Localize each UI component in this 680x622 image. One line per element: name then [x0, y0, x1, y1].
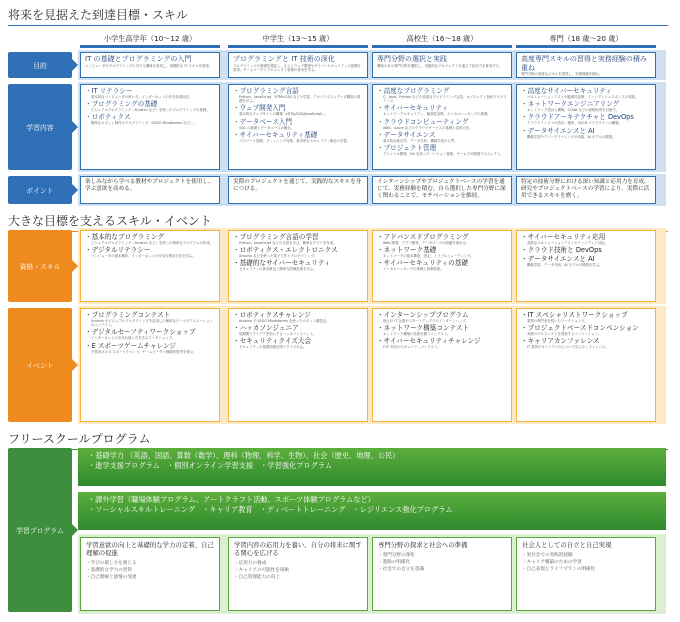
list-item: ・基礎的な学力の習得	[86, 568, 132, 573]
free-goal-cell	[228, 537, 368, 611]
item-title: ・プログラミングコンテスト	[85, 311, 171, 319]
list-item	[233, 311, 363, 323]
list-item: ・学びの楽しさを感じる	[86, 561, 137, 566]
item-title: ・ロボティクス・エレクトロニクス	[233, 246, 338, 255]
list-item	[85, 246, 215, 258]
goal-cell	[228, 52, 368, 78]
list-item	[233, 118, 363, 130]
item-title: ・プログラミング言語の学習	[233, 233, 319, 241]
item-desc: 機械学習やディープラーニングの実践、AI モデルの開発。	[527, 134, 616, 139]
row-label-learning: 学習内容	[8, 84, 72, 170]
goal-text: プログラミングと IT 技術の深化	[233, 55, 335, 63]
point-cell	[516, 176, 656, 204]
skill-cell	[516, 230, 656, 302]
free-goal-cell	[80, 537, 220, 611]
section-title-free: フリースクールプログラム	[8, 430, 151, 447]
list-item	[377, 233, 507, 245]
item-title: ・デジタルセーフティワークショップ	[85, 328, 196, 337]
point-cell	[228, 176, 368, 204]
free-goal-heading: 専門分野の探求と社会への準備	[378, 541, 468, 549]
item-title: ・インターンシッププログラム	[377, 311, 469, 319]
item-desc: Arduino などを使った電子工作とプログラミング。	[239, 254, 318, 259]
item-desc: ネットワークセキュリティ、脆弱性診断、エシカルハッキングの基礎。	[383, 112, 491, 117]
item-title: ・ネットワークエンジニアリング	[521, 100, 620, 109]
free-goal-heading: 社会人としての自立と自己実現	[522, 541, 612, 549]
list-item	[377, 118, 507, 130]
list-item	[377, 104, 507, 116]
list-item	[233, 131, 363, 143]
goal-text: 専門分野の選択と実践	[377, 55, 447, 63]
list-item	[85, 233, 215, 245]
item-desc: Arduino や LEGO Mindstorms を使ったロボット競技会。	[239, 319, 330, 323]
list-item	[521, 113, 651, 125]
list-item: ・自己管理能力の向上	[234, 575, 280, 580]
skill-cell	[228, 308, 368, 422]
row-label-events: イベント	[8, 308, 72, 422]
point-cell	[372, 176, 512, 204]
learning-cell	[228, 84, 368, 170]
item-desc: SQL の基礎とデータベースの概念。	[239, 125, 295, 130]
goal-text: IT の基礎とプログラミングの入門	[85, 55, 192, 63]
item-title: ・プログラミングの基礎	[85, 100, 158, 109]
item-desc: Python、JavaScript などの言語を学び、簡単なアプリを作成。	[239, 241, 337, 245]
goal-desc: コンピュータやプログラミングに対する興味を育成し、基礎的な IT スキルを習得。	[85, 63, 213, 68]
row-label-free: 学習プログラム	[8, 448, 72, 612]
item-title: ・サイバーセキュリティチャレンジ	[377, 337, 481, 346]
free-band-extra	[78, 492, 666, 530]
list-item	[85, 113, 215, 125]
band-line: ・課外学習（職場体験プログラム、アートクラフト活動、スポーツ体験プログラムなど）	[88, 495, 375, 504]
item-desc: 地元の IT 企業やスタートアップでのインターンシップ。	[383, 319, 469, 323]
point-text: 実際のプロジェクトを通じて、実践的なスキルを身につける。	[233, 179, 362, 192]
list-item	[377, 259, 507, 271]
learning-cell	[372, 84, 512, 170]
item-desc: Web 開発、アプリ開発、データベースの知識を深める。	[383, 241, 470, 245]
item-title: ・高度なサイバーセキュリティ	[521, 87, 612, 95]
skill-cell	[372, 308, 512, 422]
item-desc: Scratch やビジュアルプログラミングを活用した簡単なゲームやアニメーションのコンテスト。	[91, 319, 213, 328]
item-title: ・アドバンスドプログラミング	[377, 233, 469, 241]
section-title-goals: 将来を見据えた到達目標・スキル	[8, 6, 188, 23]
item-desc: ネットワークの基本構造、設定、トラブルシューティング。	[383, 254, 474, 259]
item-title: ・データベース入門	[233, 117, 293, 126]
list-item	[85, 87, 215, 99]
item-title: ・プロジェクトベースドコンベンション	[521, 324, 639, 333]
skill-cell	[228, 230, 368, 302]
item-title: ・サイバーセキュリティの基礎	[377, 259, 468, 268]
goal-cell	[372, 52, 512, 78]
learning-cell	[80, 84, 220, 170]
list-item: ・キャリア構築のための学習	[522, 560, 582, 565]
skill-cell	[516, 308, 656, 422]
column-header: 小学生高学年（10〜12 歳）	[80, 32, 220, 48]
list-item	[521, 127, 651, 139]
list-item	[521, 337, 651, 349]
free-goal-cell	[516, 537, 656, 611]
learning-cell	[516, 84, 656, 170]
item-title: ・ハッカソンジュニア	[233, 324, 299, 333]
list-item	[377, 324, 507, 336]
item-title: ・デジタルリテラシー	[85, 246, 151, 255]
item-desc: AWS、Azure などのクラウドサービスの基礎と活用方法。	[383, 125, 473, 130]
list-item	[377, 87, 507, 103]
skill-cell	[80, 308, 220, 422]
item-title: ・IT リテラシー	[85, 87, 133, 95]
band-line: ・基礎学力 （英語、国語、算数（数学）、理科（物理、科学、生物）、社会（歴史、地理、公民）	[88, 451, 400, 460]
list-item	[85, 100, 215, 112]
item-title: ・クラウドコンピューティング	[377, 117, 469, 126]
item-desc: コンピュータの基本操作、インターネットの安全な利用方法を学ぶ。	[91, 254, 196, 259]
item-desc: Python、JavaScript、HTML/CSS などの学習。アルゴリズムとデータ構造の基礎を学ぶ。	[239, 95, 361, 104]
item-desc: セキュリティの基礎知識を問うクイズ大会。	[239, 345, 307, 350]
item-title: ・サイバーセキュリティ応用	[521, 233, 606, 241]
list-item	[521, 324, 651, 336]
list-item	[233, 259, 363, 271]
list-item	[233, 246, 363, 258]
item-desc: 基本的なコンピュータの使い方、インターネットの安全な利用法。	[91, 95, 193, 99]
item-title: ・クラウドアーキテクチャと DevOps	[521, 113, 634, 122]
list-item	[85, 311, 215, 327]
list-item	[377, 337, 507, 349]
free-goal-heading: 学習内容の応用力を養い、自分の将来に関する関心を広げる	[234, 541, 362, 557]
divider	[8, 25, 668, 26]
item-title: ・高度なプログラミング	[377, 87, 450, 95]
item-title: ・ロボティクスチャレンジ	[233, 311, 311, 319]
goal-text: 高度専門スキルの習得と実務経験の積み重ね	[521, 55, 647, 72]
point-text: 楽しみながら学べる教材やプロジェクトを使用し、学ぶ意欲を高める。	[85, 179, 214, 192]
free-goal-cell	[372, 537, 512, 611]
item-desc: セキュリティの基本概念と簡単な防御技術を学ぶ。	[239, 267, 317, 272]
free-goal-list	[378, 552, 506, 573]
item-desc: ネットワーク構築の技術を競うコンテスト。	[383, 332, 451, 337]
list-item	[377, 144, 507, 156]
list-item: ・キャリアの可能性を探索	[234, 568, 290, 573]
item-desc: ビジュアルプログラミング（Scratch など）を使った簡単なプログラムの作成。	[91, 241, 214, 245]
list-item	[233, 337, 363, 349]
item-desc: 業界の専門家を招いたワークショップ。	[527, 319, 588, 323]
item-title: ・キャリアカンファレンス	[521, 337, 600, 346]
item-desc: 機械学習、データ分析、AI モデルの開発を学ぶ。	[527, 263, 603, 268]
list-item: ・応用力の養成	[234, 561, 267, 566]
point-text: インターンシップやプロジェクトベースの学習を通じて、実務経験を積む。自ら選択した専門分野に深く関わることで、モチベーションを維持。	[377, 179, 506, 199]
band-line: ・進学支援プログラム ・個別オンライン学習支援 ・学習強化プログラム	[88, 461, 333, 470]
item-title: ・データサイエンス	[377, 130, 436, 139]
item-desc: 実際のプロジェクトを発表するコンベンション。	[527, 332, 602, 337]
item-desc: インターネットの安全な使い方を学ぶワークショップ。	[91, 336, 176, 341]
item-title: ・サイバーセキュリティ基礎	[233, 130, 318, 139]
row-label-goal: 目的	[8, 52, 72, 78]
list-item	[233, 324, 363, 336]
free-goal-heading: 学習意欲の向上と基礎的な学力の定着、自己理解の促進	[86, 541, 214, 557]
item-desc: 基本的な統計学、データ分析、機械学習の入門。	[383, 138, 458, 143]
list-item: ・進路の明確化	[378, 560, 411, 565]
item-title: ・プロジェクト管理	[377, 144, 437, 153]
list-item	[85, 342, 215, 354]
list-item	[521, 87, 651, 99]
goal-cell	[516, 52, 656, 78]
item-desc: C、Java、Python などの高度なプログラミング言語、オブジェクト指向プログラミング。	[383, 95, 507, 104]
row-label-points: ポイント	[8, 176, 72, 204]
row-label-skills: 資格・スキル	[8, 230, 72, 302]
item-title: ・セキュリティクイズ大会	[233, 337, 312, 346]
item-desc: ネットワーク設計と構築、CCNA などの資格取得を目指す。	[527, 108, 619, 113]
list-item	[377, 131, 507, 143]
item-title: ・ウェブ開発入門	[233, 104, 286, 113]
item-title: ・基本的なプログラミング	[85, 233, 164, 241]
list-item: ・専門分野の深化	[378, 553, 415, 558]
item-desc: アジャイル開発、Git を使ったバージョン管理、チームでの開発プロジェクト。	[383, 152, 504, 157]
item-desc: 子供向けの E スポーツイベント。チームワークと戦略的思考を育む。	[91, 349, 197, 354]
section-title-skills: 大きな目標を支えるスキル・イベント	[8, 212, 212, 229]
item-title: ・サイバーセキュリティ	[377, 104, 449, 113]
skill-cell	[372, 230, 512, 302]
item-title: ・データサイエンスと AI	[521, 126, 595, 135]
list-item	[521, 255, 651, 267]
list-item	[377, 246, 507, 258]
item-desc: パスワード管理、フィッシング対策、基本的なセキュリティ概念の学習。	[239, 138, 351, 143]
list-item	[521, 311, 651, 323]
column-header: 中学生（13〜15 歳）	[228, 32, 368, 48]
item-desc: IT 業界のキャリアパスについて学ぶカンファレンス。	[527, 345, 609, 350]
list-item: ・社会での自立を意識	[378, 567, 424, 572]
item-desc: ペネトレーションテストや脆弱性診断、インシデントレスポンスの実践。	[527, 95, 639, 99]
goal-desc: 興味のある専門分野を選択し、実践的なプロジェクトを通じて応用力を育成する。	[377, 63, 503, 68]
column-header: 高校生（16〜18 歳）	[372, 32, 512, 48]
point-text: 特定の技術分野における深い知識と応用力を育成。研究やプロジェクトベースの学習により、実際に活用できるスキルを磨く。	[521, 179, 650, 199]
item-title: ・クラウド技術と DevOps	[521, 246, 602, 255]
free-band-basic	[78, 448, 666, 486]
item-desc: CTF 形式のセキュリティコンテスト。	[383, 345, 441, 350]
list-item	[521, 233, 651, 245]
list-item	[233, 233, 363, 245]
item-desc: 短期間でアイデアを形にするハッカソンイベント。	[239, 332, 317, 337]
list-item	[521, 100, 651, 112]
item-desc: 簡単なロボット制作やプログラミング（LEGO Mindstorms など）。	[91, 121, 197, 126]
item-desc: 高度なペネトレーションテストやインシデント対応。	[527, 241, 608, 245]
point-cell	[80, 176, 220, 204]
goal-desc: プログラミングの基礎を強化し、さらにウェブ開発やサイバーセキュリティの基礎を習得。チームワークとプロジェクト管理の基本を学ぶ。	[233, 63, 361, 72]
goal-cell	[80, 52, 220, 78]
list-item	[85, 328, 215, 340]
list-item	[233, 104, 363, 116]
free-goal-list	[522, 552, 650, 573]
free-goal-list	[86, 560, 214, 581]
free-goal-list	[234, 560, 362, 581]
band-line: ・ソーシャルスキルトレーニング ・キャリア教育 ・ディベートトレーニング ・レジリエンス強化プログラム	[88, 505, 453, 514]
item-title: ・E スポーツゲームチャレンジ	[85, 341, 176, 350]
list-item	[521, 246, 651, 254]
list-item	[377, 311, 507, 323]
item-title: ・IT スペシャリストワークショップ	[521, 311, 628, 319]
list-item	[233, 87, 363, 103]
skill-cell	[80, 230, 220, 302]
item-desc: ビジュアルプログラミング（Scratch など）を使ったプログラミングの基礎。	[91, 108, 210, 113]
item-title: ・ネットワーク基礎	[377, 246, 437, 255]
goal-desc: 専門分野の高度なスキルを習得し、実務経験を積む。	[521, 72, 603, 76]
item-title: ・ロボティクス	[85, 113, 131, 122]
item-title: ・ネットワーク構築コンテスト	[377, 324, 470, 333]
list-item: ・実社会での実践的経験	[522, 553, 573, 558]
item-desc: エシカルハッキングの基礎と防御技術。	[383, 267, 444, 272]
column-header: 専門（18 歳〜20 歳）	[516, 32, 656, 48]
list-item: ・自己表現とライフプランの明確化	[522, 567, 596, 572]
list-item: ・自己理解と感情の発達	[86, 575, 137, 580]
item-title: ・基礎的なサイバーセキュリティ	[233, 259, 331, 268]
item-desc: クラウドインフラの設計・運用、CI/CD パイプラインの構築。	[527, 121, 622, 126]
item-title: ・データサイエンスと AI	[521, 255, 595, 264]
item-title: ・プログラミング言語	[233, 87, 299, 95]
item-desc: 基本的なウェブサイトの構築（HTML/CSS/JavaScript）。	[239, 112, 329, 117]
